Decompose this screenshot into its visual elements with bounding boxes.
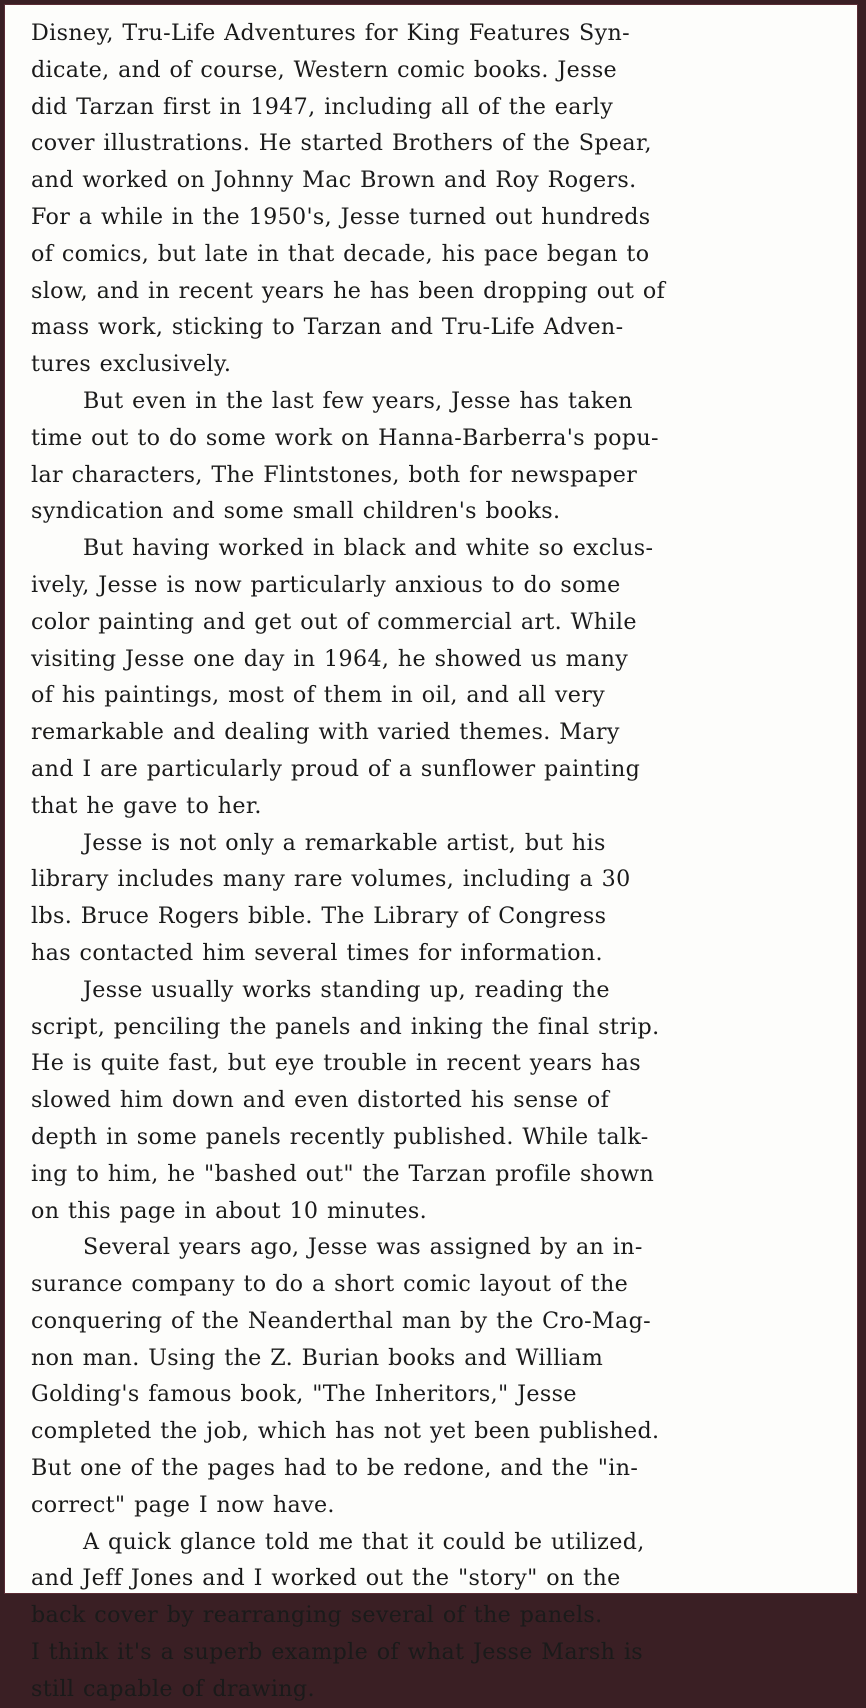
text-line: ively, Jesse is now particularly anxious to do some — [31, 571, 621, 598]
text-line: mass work, sticking to Tarzan and Tru-Life Adven- — [31, 314, 624, 341]
text-line: on this page in about 10 minutes. — [31, 1197, 427, 1224]
text-line: of comics, but late in that decade, his pace began to — [31, 240, 650, 267]
text-line: slowed him down and even distorted his sense of — [31, 1087, 610, 1114]
text-line: non man. Using the Z. Burian books and William — [31, 1344, 604, 1371]
document-page — [4, 4, 858, 1702]
text-line: conquering of the Neanderthal man by the Cro-Mag- — [31, 1307, 651, 1334]
text-line: I think it's a superb example of what Jesse Marsh is — [31, 1639, 644, 1666]
text-line: and Jeff Jones and I worked out the "story" on the — [31, 1565, 621, 1592]
paragraph-first-line: Jesse usually works standing up, reading the — [83, 976, 610, 1003]
text-line: cover illustrations. He started Brothers of the Spear, — [31, 130, 652, 157]
text-line: remarkable and dealing with varied themes. Mary — [31, 719, 620, 746]
text-line: Disney, Tru-Life Adventures for King Features Syn- — [31, 20, 630, 46]
text-line: lbs. Bruce Rogers bible. The Library of Congress — [31, 903, 607, 930]
text-line: slow, and in recent years he has been dropping out of — [31, 277, 666, 304]
paragraph-first-line: Several years ago, Jesse was assigned by an in- — [83, 1234, 643, 1261]
text-line: dicate, and of course, Western comic books. Jesse — [31, 56, 618, 83]
paragraph-first-line: But having worked in black and white so exclus- — [83, 535, 654, 562]
text-line: has contacted him several times for information. — [31, 939, 603, 966]
text-line: completed the job, which has not yet been published. — [31, 1418, 660, 1445]
text-line: that he gave to her. — [31, 792, 262, 819]
text-line: library includes many rare volumes, including a 30 — [31, 866, 631, 893]
text-line: back cover by rearranging several of the panels. — [31, 1602, 603, 1629]
text-line: syndication and some small children's books. — [31, 498, 561, 525]
text-line: Golding's famous book, "The Inheritors," Jesse — [31, 1381, 577, 1408]
text-line: still capable of drawing. — [31, 1675, 315, 1702]
paragraph-first-line: Jesse is not only a remarkable artist, but his — [83, 829, 606, 856]
text-line: ing to him, he "bashed out" the Tarzan profile shown — [31, 1160, 655, 1187]
text-line: He is quite fast, but eye trouble in recent years has — [31, 1050, 641, 1077]
text-line: did Tarzan first in 1947, including all of the early — [31, 93, 614, 120]
text-line: tures exclusively. — [31, 351, 232, 378]
text-line: visiting Jesse one day in 1964, he showed us many — [31, 645, 629, 672]
text-line: surance company to do a short comic layout of the — [31, 1271, 629, 1298]
text-line: time out to do some work on Hanna-Barberra's popu- — [31, 424, 659, 451]
text-line: of his paintings, most of them in oil, and all very — [31, 682, 606, 709]
text-line: lar characters, The Flintstones, both for newspaper — [31, 461, 638, 488]
text-line: correct" page I now have. — [31, 1491, 335, 1518]
paragraph-first-line: But even in the last few years, Jesse has taken — [83, 387, 633, 414]
paragraph-first-line: A quick glance told me that it could be utilized, — [83, 1528, 645, 1555]
text-line: color painting and get out of commercial art. While — [31, 608, 637, 635]
text-line: and worked on Johnny Mac Brown and Roy Rogers. — [31, 167, 637, 194]
article-body — [31, 15, 843, 1708]
text-line: For a while in the 1950's, Jesse turned out hundreds — [31, 203, 651, 230]
text-line: depth in some panels recently published. While talk- — [31, 1123, 649, 1150]
text-line: But one of the pages had to be redone, and the "in- — [31, 1455, 639, 1482]
text-line: and I are particularly proud of a sunflower painting — [31, 755, 641, 782]
text-line: script, penciling the panels and inking the final strip. — [31, 1013, 660, 1040]
